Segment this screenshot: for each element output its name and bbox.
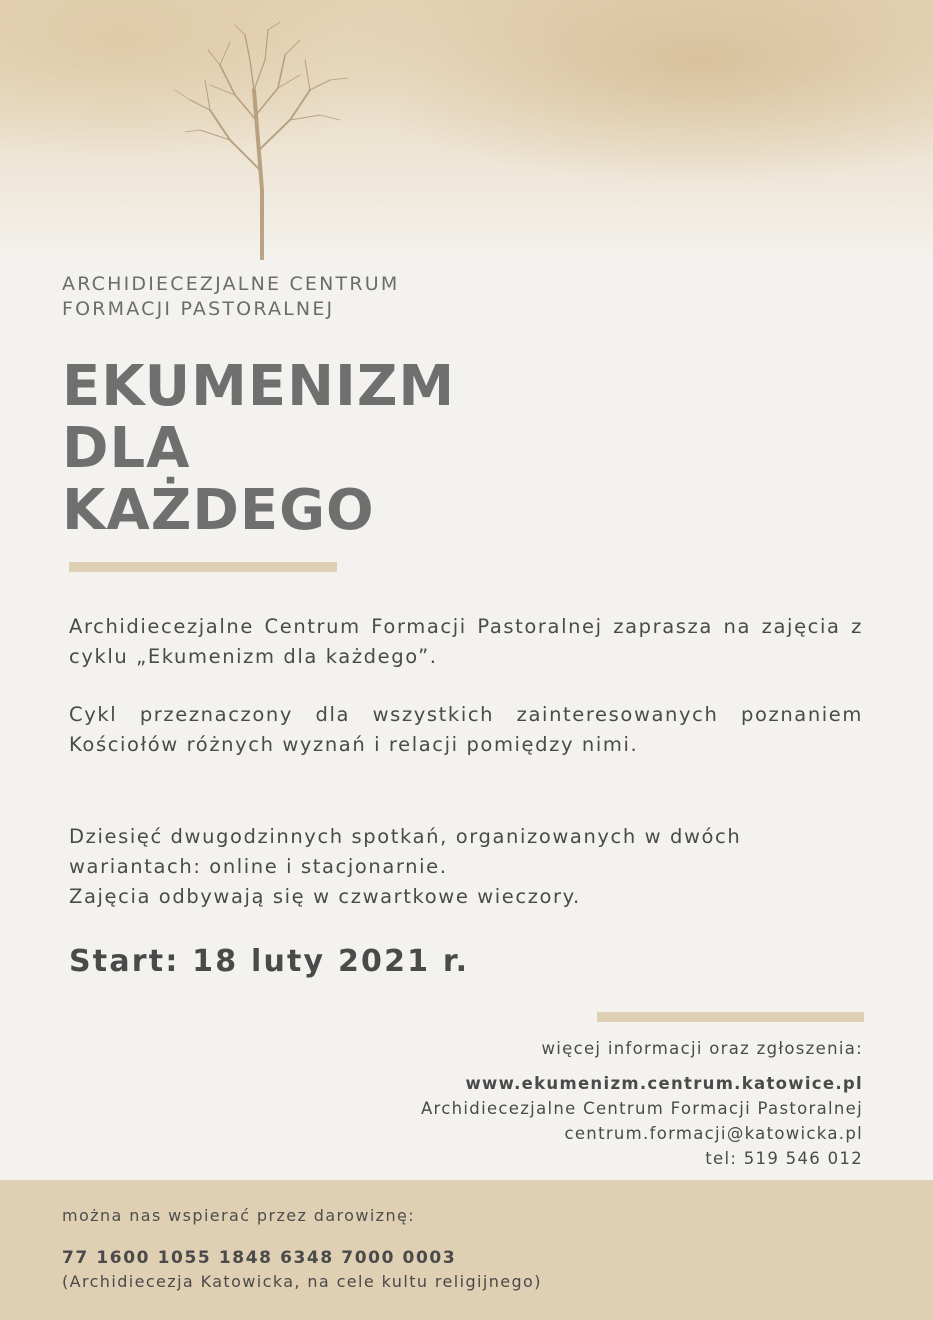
start-date: Start: 18 luty 2021 r. — [69, 944, 470, 979]
email-link[interactable]: centrum.formacji@katowicka.pl — [564, 1124, 863, 1143]
phone-number: tel: 519 546 012 — [705, 1149, 863, 1168]
accent-divider-bottom — [597, 1012, 864, 1022]
title-line-3: KAŻDEGO — [62, 478, 375, 543]
organization-line-2: FORMACJI PASTORALNEJ — [62, 298, 335, 320]
intro-paragraph: Archidiecezjalne Centrum Formacji Pastoralnej zaprasza na zajęcia z cyklu „Ekumenizm dla każdego”. — [69, 615, 863, 668]
donation-note: (Archidiecezja Katowicka, na cele kultu religijnego) — [62, 1272, 542, 1291]
title-line-1: EKUMENIZM — [62, 354, 456, 419]
accent-divider-top — [69, 562, 337, 572]
contact-block — [421, 1036, 863, 1171]
contact-label: więcej informacji oraz zgłoszenia: — [541, 1039, 863, 1058]
donation-label: można nas wspierać przez darowiznę: — [62, 1206, 416, 1225]
organization-name — [62, 272, 399, 322]
title-line-2: DLA — [62, 416, 191, 481]
audience-paragraph: Cykl przeznaczony dla wszystkich zainteresowanych poznaniem Kościołów różnych wyznań i relacji pomiędzy nimi. — [69, 703, 863, 756]
tree-illustration — [150, 20, 390, 260]
page-title — [62, 356, 455, 542]
schedule-line-1: Dziesięć dwugodzinnych spotkań, organizowanych w dwóch wariantach: online i stacjonarnie. — [69, 825, 742, 878]
organization-line-1: ARCHIDIECEZJALNE CENTRUM — [62, 273, 400, 295]
website-link[interactable]: www.ekumenizm.centrum.katowice.pl — [465, 1074, 863, 1093]
donation-footer — [0, 1180, 933, 1320]
bank-account-number: 77 1600 1055 1848 6348 7000 0003 — [62, 1248, 457, 1268]
institution-name: Archidiecezjalne Centrum Formacji Pastoralnej — [420, 1099, 863, 1118]
schedule-paragraph — [69, 822, 863, 912]
schedule-line-2: Zajęcia odbywają się w czwartkowe wieczory. — [69, 885, 581, 908]
hero-image — [0, 0, 933, 260]
